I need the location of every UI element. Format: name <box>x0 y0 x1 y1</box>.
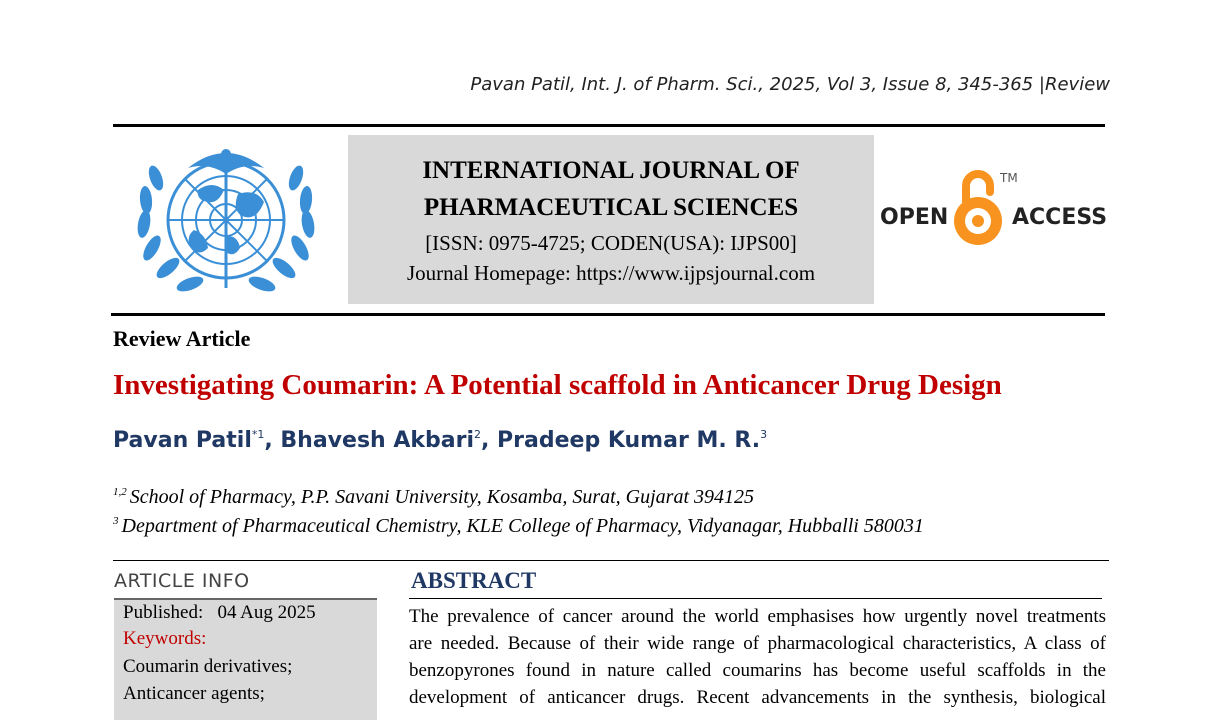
author-name: Bhavesh Akbari <box>280 428 475 453</box>
abstract-rule <box>409 598 1102 599</box>
article-info-heading: ARTICLE INFO <box>114 570 250 592</box>
author-list: Pavan Patil$^{*1}$, Bhavesh Akbari$^2$, Pradeep Kumar M. R.$^3$ <box>113 428 768 453</box>
header-rule-top <box>113 124 1105 127</box>
author-mark: 2 <box>474 428 482 441</box>
journal-name-line-2: PHARMACEUTICAL SCIENCES <box>423 194 799 221</box>
journal-emblem-icon <box>128 138 324 304</box>
abstract-line: development of anticancer drugs. Recent advancements in the synthesis, biological <box>409 687 1106 708</box>
author-mark: *1 <box>251 428 265 441</box>
author-name: Pradeep Kumar M. R. <box>497 428 761 453</box>
affiliation-mark: 3 <box>113 515 119 527</box>
running-header: Pavan Patil, Int. J. of Pharm. Sci., 2025, Vol 3, Issue 8, 345-365 |Review <box>470 74 1110 95</box>
journal-issn: [ISSN: 0975-4725; CODEN(USA): IJPS00] <box>425 231 797 255</box>
article-title: Investigating Coumarin: A Potential scaffold in Anticancer Drug Design <box>113 369 1002 401</box>
affiliation-text: School of Pharmacy, P.P. Savani University, Kosamba, Surat, Gujarat 394125 <box>129 486 754 508</box>
affiliation <box>113 486 754 509</box>
article-type-label: Review Article <box>113 326 251 351</box>
abstract-line: benzopyrones found in nature called coumarins has become useful scaffolds in the <box>409 660 1106 681</box>
published-row <box>123 602 316 624</box>
affiliation <box>113 515 924 538</box>
published-label: Published: <box>123 602 204 623</box>
section-divider <box>113 560 1109 561</box>
article-info-box <box>114 600 377 720</box>
open-access-right-text: ACCESS <box>1012 205 1108 230</box>
keyword-item: Coumarin derivatives; <box>123 656 293 677</box>
journal-homepage-link[interactable]: Journal Homepage: https://www.ijpsjournal.com <box>406 261 816 285</box>
affiliation-text: Department of Pharmaceutical Chemistry, KLE College of Pharmacy, Vidyanagar, Hubballi 580031 <box>121 515 924 537</box>
trademark-text: TM <box>1000 171 1018 185</box>
open-access-logo <box>880 166 1108 252</box>
open-padlock-icon <box>954 174 1002 245</box>
affiliation-mark: 1,2 <box>113 486 127 498</box>
published-date: 04 Aug 2025 <box>217 602 316 623</box>
abstract-body <box>409 603 1106 711</box>
keyword-item: Anticancer agents; <box>123 683 265 704</box>
abstract-line: The prevalence of cancer around the world emphasises how urgently novel treatments <box>409 606 1106 627</box>
abstract-heading: ABSTRACT <box>411 568 537 593</box>
author-mark: 3 <box>760 428 768 441</box>
open-access-left-text: OPEN <box>880 205 949 230</box>
journal-name <box>348 135 874 226</box>
author-name: Pavan Patil <box>113 428 252 453</box>
header-rule-bottom <box>111 313 1105 316</box>
journal-name-line-1: INTERNATIONAL JOURNAL OF <box>422 157 800 184</box>
abstract-line: are needed. Because of their wide range of pharmacological characteristics, A class of <box>409 633 1106 654</box>
journal-masthead <box>348 135 874 304</box>
keywords-label: Keywords: <box>123 628 207 649</box>
